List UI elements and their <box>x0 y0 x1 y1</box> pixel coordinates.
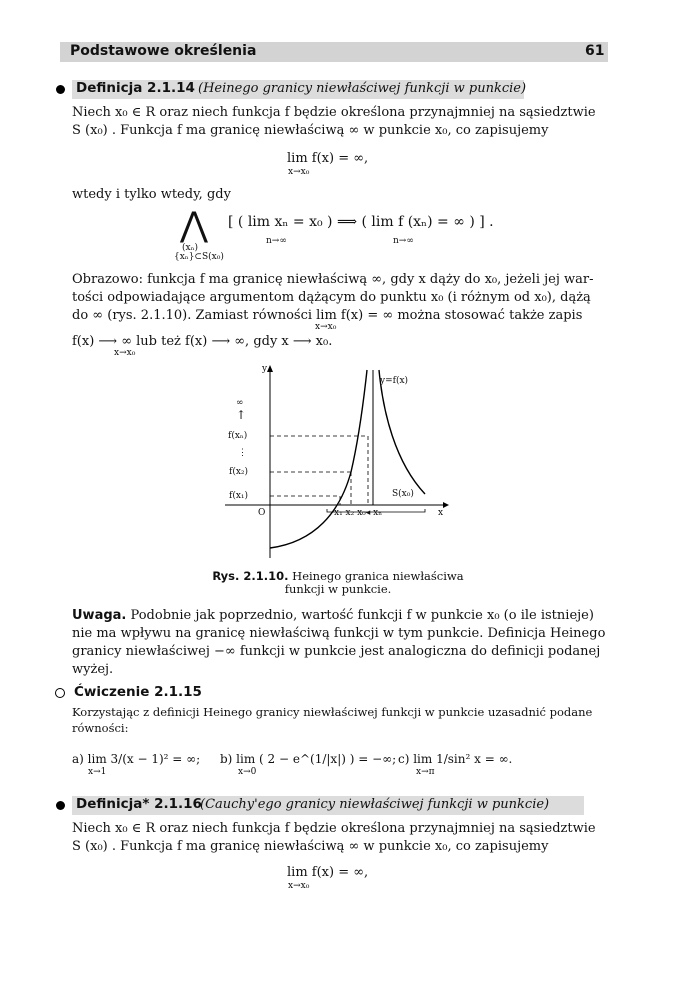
figure-caption <box>180 569 496 583</box>
uwaga-line3: granicy niewłaściwej −∞ funkcji w punkcie jest analogiczna do definicji podanej <box>72 644 601 659</box>
wedge-sub2: {xₙ}⊂S(x₀) <box>174 252 224 262</box>
x-ticks-label: x₁ x₂ x₀◂ xₙ <box>334 508 383 518</box>
definition-label: Definicja 2.1.14 <box>76 80 195 96</box>
def1-formula-sub: x→x₀ <box>288 167 310 177</box>
figure-caption-2: funkcji w punkcie. <box>284 582 392 596</box>
caption-number: Rys. 2.1.10. <box>212 569 289 583</box>
bullet2-icon <box>56 801 65 810</box>
uwaga-line2: nie ma wpływu na granicę niewłaściwą funkcji w tym punkcie. Definicja Heinego <box>72 626 606 641</box>
def2-line1: Niech x₀ ∈ R oraz niech funkcja f będzie określona przynajmniej na sąsiedztwie <box>72 821 596 836</box>
uwaga-line4: wyżej. <box>72 662 114 677</box>
obraz-line2: tości odpowiadające argumentom dążącym do punktu x₀ (i różnym od x₀), dążą <box>72 290 591 305</box>
left-branch-curve <box>270 370 367 548</box>
exercise-a: a) lim 3/(x − 1)² = ∞; <box>72 752 201 766</box>
exercise-b-sub: x→0 <box>238 767 257 777</box>
figure-plot <box>215 362 455 562</box>
obraz3-sub: x→x₀ <box>315 322 337 332</box>
obraz-line4: f(x) ⟶ ∞ lub też f(x) ⟶ ∞, gdy x ⟶ x₀. <box>72 334 333 349</box>
definition2-label: Definicja* 2.1.16 <box>76 796 202 812</box>
caption-text-1: Heinego granica niewłaściwa <box>292 569 464 583</box>
section-title: Podstawowe określenia <box>70 43 257 59</box>
exercise-b: b) lim ( 2 − e^(1/|x|) ) = −∞; <box>220 752 397 766</box>
uwaga-label: Uwaga. <box>72 608 127 623</box>
exercise-c: c) lim 1/sin² x = ∞. <box>398 752 513 766</box>
obraz4-sub: x→x₀ <box>114 348 136 358</box>
fxn-label: f(xₙ) <box>228 431 248 441</box>
obraz-line3: do ∞ (rys. 2.1.10). Zamiast równości lim f(x) = ∞ można stosować także zapis <box>72 308 583 323</box>
y-axis-label: y <box>262 364 268 374</box>
vdots-label: ⋮ <box>238 448 247 458</box>
seq-sub-1: n→∞ <box>266 236 287 246</box>
wedge-sub1: (xₙ) <box>182 243 198 253</box>
def1-line2: S (x₀) . Funkcja f ma granicę niewłaściwą ∞ w punkcie x₀, co zapisujemy <box>72 123 549 138</box>
fx2-label: f(x₂) <box>229 467 249 477</box>
page-number: 61 <box>585 43 605 59</box>
fx1-label: f(x₁) <box>229 491 249 501</box>
def2-line2: S (x₀) . Funkcja f ma granicę niewłaściwą ∞ w punkcie x₀, co zapisujemy <box>72 839 549 854</box>
definition-title: (Heinego granicy niewłaściwej funkcji w punkcie) <box>198 81 527 96</box>
def1-formula: lim f(x) = ∞, <box>287 151 369 166</box>
def1-line1: Niech x₀ ∈ R oraz niech funkcja f będzie określona przynajmniej na sąsiedztwie <box>72 105 596 120</box>
bigwedge-symbol: ⋀ <box>180 205 208 245</box>
x-axis-label: x <box>438 508 444 518</box>
def2-formula: lim f(x) = ∞, <box>287 865 369 880</box>
uwaga-text1: Podobnie jak poprzednio, wartość funkcji f w punkcie x₀ (o ile istnieje) <box>130 608 594 623</box>
curve-label: y=f(x) <box>380 376 409 386</box>
definition2-title: (Cauchy'ego granicy niewłaściwej funkcji w punkcie) <box>200 797 550 812</box>
exercise-label: Ćwiczenie 2.1.15 <box>74 684 202 700</box>
infinity-label: ∞ <box>236 398 244 408</box>
uwaga-line1 <box>72 607 594 624</box>
exercise-line2: równości: <box>72 721 129 735</box>
def2-formula-sub: x→x₀ <box>288 881 310 891</box>
seq-sub-2: n→∞ <box>393 236 414 246</box>
sequence-formula: [ ( lim xₙ = x₀ ) ⟹ ( lim f (xₙ) = ∞ ) ] . <box>228 214 494 230</box>
exercise-bullet-icon <box>55 688 65 698</box>
exercise-c-sub: x→π <box>416 767 435 777</box>
exercise-line1: Korzystając z definicji Heinego granicy niewłaściwej funkcji w punkcie uzasadnić podane <box>72 705 593 719</box>
neighbourhood-label: S(x₀) <box>392 489 414 499</box>
x-axis-arrow-icon <box>443 502 449 508</box>
exercise-a-sub: x→1 <box>88 767 107 777</box>
right-branch-curve <box>379 370 425 494</box>
up-arrow-icon: ↑ <box>236 408 247 422</box>
bullet-icon <box>56 85 65 94</box>
obraz-line1: Obrazowo: funkcja f ma granicę niewłaściwą ∞, gdy x dąży do x₀, jeżeli jej war- <box>72 272 594 287</box>
y-axis-arrow-icon <box>267 365 273 372</box>
def1-iff: wtedy i tylko wtedy, gdy <box>72 187 231 202</box>
origin-label: O <box>258 508 266 518</box>
